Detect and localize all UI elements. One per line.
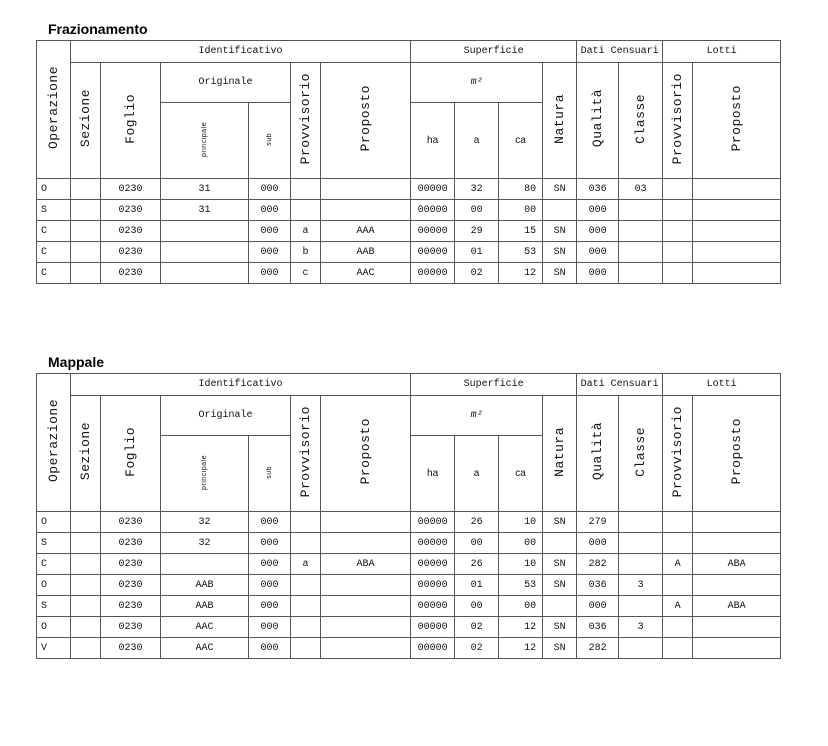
cell-principale: AAC: [161, 638, 249, 659]
cell-sezione: [71, 638, 101, 659]
cell-principale: [161, 242, 249, 263]
cell-a: 00: [455, 533, 499, 554]
cell-classe: [619, 554, 663, 575]
cell-operazione: C: [37, 554, 71, 575]
header-m2-unit: m²: [411, 396, 543, 436]
cell-provvisorio: [291, 179, 321, 200]
cell-proposto: [321, 575, 411, 596]
cell-a: 01: [455, 575, 499, 596]
header-originale: Originale: [161, 63, 291, 103]
cell-ha: 00000: [411, 179, 455, 200]
cell-qualita: 000: [577, 200, 619, 221]
cell-principale: [161, 263, 249, 284]
cell-operazione: O: [37, 617, 71, 638]
header-m2-unit: m²: [411, 63, 543, 103]
cell-classe: [619, 512, 663, 533]
cell-lotti-provvisorio: [663, 242, 693, 263]
header-principale: principale: [161, 103, 249, 179]
cell-operazione: O: [37, 179, 71, 200]
cell-classe: [619, 263, 663, 284]
cell-ha: 00000: [411, 533, 455, 554]
mappale-table: [36, 373, 781, 659]
header-classe: Classe: [619, 396, 663, 512]
cell-proposto: [321, 533, 411, 554]
cell-classe: 3: [619, 575, 663, 596]
cell-lotti-proposto: ABA: [693, 596, 781, 617]
cell-classe: [619, 221, 663, 242]
header-lotti-proposto: Proposto: [693, 63, 781, 179]
cell-sezione: [71, 533, 101, 554]
cell-natura: SN: [543, 554, 577, 575]
table-row: [37, 533, 781, 554]
header-ca: ca: [499, 436, 543, 512]
cell-principale: AAC: [161, 617, 249, 638]
header-classe: Classe: [619, 63, 663, 179]
header-operazione: Operazione: [37, 374, 71, 512]
cell-lotti-provvisorio: A: [663, 596, 693, 617]
header-lotti-provvisorio: Provvisorio: [663, 396, 693, 512]
cell-sezione: [71, 242, 101, 263]
cell-operazione: O: [37, 512, 71, 533]
cell-foglio: 0230: [101, 638, 161, 659]
cell-provvisorio: [291, 533, 321, 554]
cell-foglio: 0230: [101, 221, 161, 242]
cell-qualita: 000: [577, 221, 619, 242]
header-originale: Originale: [161, 396, 291, 436]
cell-ha: 00000: [411, 596, 455, 617]
cell-operazione: V: [37, 638, 71, 659]
cell-classe: 03: [619, 179, 663, 200]
cell-a: 02: [455, 617, 499, 638]
cell-provvisorio: a: [291, 221, 321, 242]
cell-provvisorio: [291, 200, 321, 221]
cell-classe: [619, 200, 663, 221]
cell-lotti-proposto: [693, 242, 781, 263]
cell-lotti-provvisorio: [663, 200, 693, 221]
cell-a: 32: [455, 179, 499, 200]
cell-ha: 00000: [411, 263, 455, 284]
cell-lotti-provvisorio: [663, 533, 693, 554]
cell-qualita: 000: [577, 533, 619, 554]
cell-foglio: 0230: [101, 200, 161, 221]
header-superficie: Superficie: [411, 374, 577, 396]
cell-sezione: [71, 512, 101, 533]
cell-classe: [619, 242, 663, 263]
cell-principale: AAB: [161, 596, 249, 617]
cell-foglio: 0230: [101, 263, 161, 284]
cell-ca: 12: [499, 263, 543, 284]
cell-ha: 00000: [411, 617, 455, 638]
header-dati-censuari: Dati Censuari: [577, 374, 663, 396]
cell-proposto: [321, 638, 411, 659]
cell-proposto: [321, 596, 411, 617]
header-principale: principale: [161, 436, 249, 512]
cell-operazione: S: [37, 200, 71, 221]
cell-sub: 000: [249, 179, 291, 200]
cell-foglio: 0230: [101, 575, 161, 596]
header-proposto: Proposto: [321, 63, 411, 179]
cell-ha: 00000: [411, 638, 455, 659]
cell-ca: 53: [499, 575, 543, 596]
cell-sezione: [71, 554, 101, 575]
header-sezione: Sezione: [71, 63, 101, 179]
header-lotti: Lotti: [663, 41, 781, 63]
table-row: [37, 638, 781, 659]
cell-ca: 12: [499, 638, 543, 659]
cell-a: 02: [455, 638, 499, 659]
cell-lotti-provvisorio: [663, 221, 693, 242]
cell-classe: [619, 638, 663, 659]
cell-qualita: 282: [577, 554, 619, 575]
header-natura: Natura: [543, 396, 577, 512]
table-row: [37, 221, 781, 242]
cell-principale: 31: [161, 200, 249, 221]
cell-principale: [161, 554, 249, 575]
cell-provvisorio: [291, 575, 321, 596]
cell-natura: SN: [543, 263, 577, 284]
cell-qualita: 282: [577, 638, 619, 659]
cell-sezione: [71, 221, 101, 242]
cell-sezione: [71, 263, 101, 284]
cell-foglio: 0230: [101, 617, 161, 638]
cell-a: 02: [455, 263, 499, 284]
cell-lotti-proposto: ABA: [693, 554, 781, 575]
cell-lotti-proposto: [693, 263, 781, 284]
cell-lotti-provvisorio: [663, 263, 693, 284]
table-row: [37, 575, 781, 596]
cell-provvisorio: [291, 617, 321, 638]
header-provvisorio: Provvisorio: [291, 63, 321, 179]
header-identificativo: Identificativo: [71, 41, 411, 63]
cell-lotti-provvisorio: [663, 575, 693, 596]
cell-proposto: [321, 512, 411, 533]
cell-ca: 00: [499, 596, 543, 617]
header-sub: sub: [249, 436, 291, 512]
cell-lotti-proposto: [693, 617, 781, 638]
cell-a: 00: [455, 596, 499, 617]
table-row: [37, 179, 781, 200]
cell-natura: SN: [543, 638, 577, 659]
cell-foglio: 0230: [101, 596, 161, 617]
cell-sub: 000: [249, 638, 291, 659]
cell-proposto: [321, 200, 411, 221]
header-provvisorio: Provvisorio: [291, 396, 321, 512]
cell-operazione: O: [37, 575, 71, 596]
cell-operazione: C: [37, 221, 71, 242]
table-row: [37, 554, 781, 575]
cell-a: 00: [455, 200, 499, 221]
cell-ha: 00000: [411, 554, 455, 575]
cell-foglio: 0230: [101, 554, 161, 575]
cell-natura: SN: [543, 617, 577, 638]
header-proposto: Proposto: [321, 396, 411, 512]
cell-classe: [619, 596, 663, 617]
cell-provvisorio: b: [291, 242, 321, 263]
cell-sezione: [71, 179, 101, 200]
cell-qualita: 036: [577, 617, 619, 638]
cell-sub: 000: [249, 221, 291, 242]
cell-provvisorio: c: [291, 263, 321, 284]
header-lotti-proposto: Proposto: [693, 396, 781, 512]
header-ha: ha: [411, 103, 455, 179]
section-title-mappale: Mappale: [48, 354, 105, 370]
header-identificativo: Identificativo: [71, 374, 411, 396]
cell-proposto: AAA: [321, 221, 411, 242]
cell-qualita: 036: [577, 179, 619, 200]
cell-a: 01: [455, 242, 499, 263]
table-row: [37, 263, 781, 284]
cell-ca: 10: [499, 554, 543, 575]
cell-provvisorio: [291, 638, 321, 659]
header-natura: Natura: [543, 63, 577, 179]
cell-lotti-proposto: [693, 575, 781, 596]
header-dati-censuari: Dati Censuari: [577, 41, 663, 63]
cell-ha: 00000: [411, 575, 455, 596]
cell-natura: [543, 596, 577, 617]
cell-operazione: C: [37, 263, 71, 284]
frazionamento-table: [36, 40, 781, 284]
cell-lotti-proposto: [693, 512, 781, 533]
cell-classe: [619, 533, 663, 554]
cell-qualita: 279: [577, 512, 619, 533]
cell-natura: [543, 200, 577, 221]
cell-natura: SN: [543, 242, 577, 263]
cell-lotti-proposto: [693, 533, 781, 554]
cell-sub: 000: [249, 596, 291, 617]
cell-foglio: 0230: [101, 533, 161, 554]
cell-principale: AAB: [161, 575, 249, 596]
table-row: [37, 512, 781, 533]
cell-lotti-proposto: [693, 179, 781, 200]
header-ca: ca: [499, 103, 543, 179]
cell-foglio: 0230: [101, 179, 161, 200]
cell-lotti-provvisorio: [663, 512, 693, 533]
cell-proposto: ABA: [321, 554, 411, 575]
cell-sub: 000: [249, 617, 291, 638]
table-row: [37, 596, 781, 617]
cell-principale: 31: [161, 179, 249, 200]
cell-provvisorio: a: [291, 554, 321, 575]
header-qualita: Qualità: [577, 396, 619, 512]
section-title-frazionamento: Frazionamento: [48, 21, 148, 37]
cell-natura: SN: [543, 575, 577, 596]
cell-proposto: AAC: [321, 263, 411, 284]
header-lotti: Lotti: [663, 374, 781, 396]
cell-ca: 80: [499, 179, 543, 200]
cell-foglio: 0230: [101, 242, 161, 263]
cell-sub: 000: [249, 263, 291, 284]
cell-ca: 10: [499, 512, 543, 533]
header-foglio: Foglio: [101, 63, 161, 179]
cell-sub: 000: [249, 554, 291, 575]
table-row: [37, 617, 781, 638]
cell-principale: 32: [161, 533, 249, 554]
cell-natura: SN: [543, 179, 577, 200]
cell-qualita: 000: [577, 263, 619, 284]
header-operazione: Operazione: [37, 41, 71, 179]
cell-sub: 000: [249, 575, 291, 596]
cell-lotti-provvisorio: [663, 179, 693, 200]
cell-qualita: 036: [577, 575, 619, 596]
header-qualita: Qualità: [577, 63, 619, 179]
cell-qualita: 000: [577, 596, 619, 617]
cell-lotti-provvisorio: [663, 617, 693, 638]
cell-sezione: [71, 575, 101, 596]
cell-ha: 00000: [411, 242, 455, 263]
cell-ca: 53: [499, 242, 543, 263]
cell-natura: [543, 533, 577, 554]
cell-sezione: [71, 596, 101, 617]
cell-sub: 000: [249, 533, 291, 554]
cell-natura: SN: [543, 221, 577, 242]
cell-foglio: 0230: [101, 512, 161, 533]
header-ha: ha: [411, 436, 455, 512]
cell-classe: 3: [619, 617, 663, 638]
header-superficie: Superficie: [411, 41, 577, 63]
cell-sezione: [71, 617, 101, 638]
cell-provvisorio: [291, 596, 321, 617]
cell-a: 26: [455, 554, 499, 575]
cell-sub: 000: [249, 200, 291, 221]
cell-operazione: C: [37, 242, 71, 263]
cell-a: 29: [455, 221, 499, 242]
table-row: [37, 200, 781, 221]
cell-provvisorio: [291, 512, 321, 533]
cell-qualita: 000: [577, 242, 619, 263]
cell-ha: 00000: [411, 221, 455, 242]
header-a: a: [455, 436, 499, 512]
cell-ha: 00000: [411, 200, 455, 221]
header-sezione: Sezione: [71, 396, 101, 512]
cell-lotti-provvisorio: A: [663, 554, 693, 575]
cell-a: 26: [455, 512, 499, 533]
cell-proposto: [321, 179, 411, 200]
cell-principale: [161, 221, 249, 242]
cell-operazione: S: [37, 596, 71, 617]
cell-operazione: S: [37, 533, 71, 554]
header-a: a: [455, 103, 499, 179]
cell-lotti-proposto: [693, 221, 781, 242]
header-foglio: Foglio: [101, 396, 161, 512]
cell-ha: 00000: [411, 512, 455, 533]
cell-principale: 32: [161, 512, 249, 533]
cell-natura: SN: [543, 512, 577, 533]
cell-lotti-proposto: [693, 638, 781, 659]
table-row: [37, 242, 781, 263]
cell-lotti-proposto: [693, 200, 781, 221]
header-lotti-provvisorio: Provvisorio: [663, 63, 693, 179]
cell-sub: 000: [249, 242, 291, 263]
cell-proposto: AAB: [321, 242, 411, 263]
cell-ca: 00: [499, 200, 543, 221]
cell-sezione: [71, 200, 101, 221]
cell-proposto: [321, 617, 411, 638]
cell-sub: 000: [249, 512, 291, 533]
cell-lotti-provvisorio: [663, 638, 693, 659]
cell-ca: 00: [499, 533, 543, 554]
cell-ca: 15: [499, 221, 543, 242]
cell-ca: 12: [499, 617, 543, 638]
header-sub: sub: [249, 103, 291, 179]
